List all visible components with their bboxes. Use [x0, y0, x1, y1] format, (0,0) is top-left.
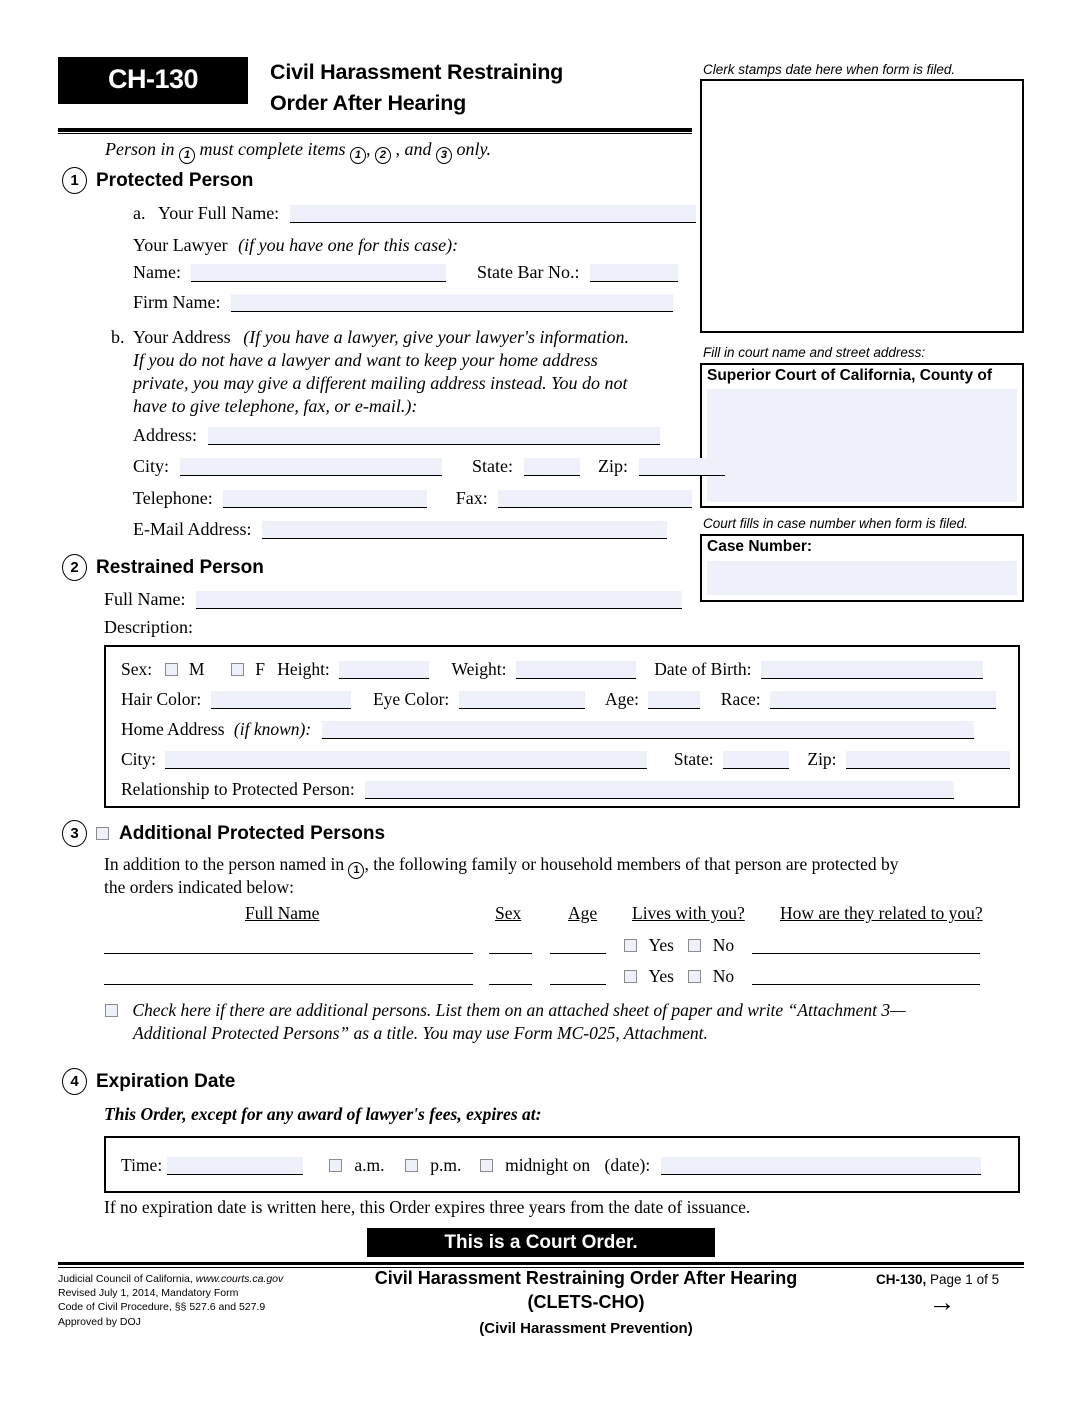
fax-input[interactable] [498, 490, 692, 508]
court-name-box[interactable] [700, 363, 1024, 508]
lawyer-row [133, 235, 458, 256]
footer-council-text: Judicial Council of California, [58, 1273, 196, 1285]
sex-female-label: F [255, 659, 265, 679]
inline-circle-1c: 1 [348, 862, 364, 879]
full-name-label: Your Full Name: [158, 203, 280, 223]
footer-approved: Approved by DOJ [58, 1315, 141, 1328]
case-number-input[interactable] [707, 561, 1017, 595]
email-label: E-Mail Address: [133, 519, 252, 539]
section-3-intro-post: , the following family or household members of that person are protected by [364, 854, 899, 874]
section-1-title: Protected Person [96, 169, 254, 191]
address-note-line1: (If you have a lawyer, give your lawyer's information. [243, 327, 629, 347]
midnight-label: midnight on [505, 1155, 591, 1175]
court-name-label: Superior Court of California, County of [707, 367, 993, 384]
table-row [104, 935, 980, 956]
expiration-note: If no expiration date is written here, this Order expires three years from the date of issuance. [104, 1197, 751, 1217]
lawyer-name-input[interactable] [191, 264, 446, 282]
lawyer-name-row [133, 262, 678, 283]
expiration-date-input[interactable] [661, 1157, 981, 1175]
am-checkbox[interactable] [329, 1159, 342, 1172]
lawyer-note: (if you have one for this case): [238, 235, 459, 255]
row1-age-input[interactable] [550, 939, 606, 954]
additional-persons-checkbox[interactable] [105, 1004, 118, 1017]
sex-male-label: M [188, 659, 205, 679]
attachment-note-row [105, 1000, 906, 1021]
section-3-intro-pre: In addition to the person named in [104, 854, 345, 874]
firm-name-row [133, 292, 673, 313]
restrained-city-state-zip-row [121, 749, 1010, 770]
inline-circle-2: 2 [375, 147, 391, 164]
footer-title-line2: (CLETS-CHO) [527, 1292, 645, 1312]
address-note-line3: private, you may give a different mailing address instead. You do not [133, 373, 628, 393]
height-input[interactable] [339, 661, 429, 679]
row2-age-input[interactable] [550, 970, 606, 985]
restrained-zip-input[interactable] [846, 751, 1010, 769]
zip-input[interactable] [639, 458, 725, 476]
lawyer-label: Your Lawyer [133, 235, 228, 255]
telephone-fax-row [133, 488, 692, 509]
address-heading-row [111, 327, 629, 348]
row1-yes-label: Yes [648, 935, 674, 955]
item-1b-marker: b. [111, 327, 125, 347]
row2-lives-no-checkbox[interactable] [688, 970, 701, 983]
instruction-mid2: , and [395, 139, 432, 159]
section-3-checkbox[interactable] [96, 827, 109, 840]
hair-eye-age-race-row [121, 689, 996, 710]
home-address-note: (if known): [233, 719, 312, 739]
row2-yes-label: Yes [648, 966, 674, 986]
telephone-input[interactable] [223, 490, 427, 508]
weight-input[interactable] [516, 661, 636, 679]
relationship-input[interactable] [365, 781, 954, 799]
row1-lives-no-checkbox[interactable] [688, 939, 701, 952]
section-3-title: Additional Protected Persons [119, 822, 386, 844]
column-header-sex: Sex [495, 903, 522, 923]
footer-council-line [58, 1272, 298, 1286]
age-input[interactable] [648, 691, 700, 709]
city-input[interactable] [180, 458, 442, 476]
completion-instruction: Person in 1 must complete items 1 , 2 , and 3 only. [105, 139, 491, 164]
instruction-mid1: must complete items [199, 139, 346, 159]
state-bar-label: State Bar No.: [476, 262, 580, 282]
form-code-badge: CH-130 [58, 57, 248, 104]
sex-height-weight-dob-row [121, 659, 983, 680]
row1-relation-input[interactable] [752, 939, 980, 954]
instruction-post: only. [456, 139, 491, 159]
footer-form-title [296, 1268, 876, 1337]
column-header-full-name: Full Name [245, 903, 320, 923]
relationship-row [121, 779, 954, 800]
section-3-intro-line2: the orders indicated below: [104, 877, 295, 897]
firm-name-input[interactable] [231, 294, 673, 312]
inline-circle-1b: 1 [350, 147, 366, 164]
dob-input[interactable] [761, 661, 983, 679]
address-row [133, 425, 660, 446]
row2-sex-input[interactable] [489, 970, 532, 985]
table-row [104, 966, 980, 987]
form-title-line1: Civil Harassment Restraining [270, 60, 564, 84]
inline-circle-1: 1 [179, 147, 195, 164]
restrained-city-label: City: [121, 749, 157, 769]
am-label: a.m. [354, 1155, 385, 1175]
row2-no-label: No [712, 966, 735, 986]
footer-title-line1: Civil Harassment Restraining Order After Hearing [374, 1268, 798, 1288]
sex-male-checkbox[interactable] [165, 663, 178, 676]
pm-checkbox[interactable] [405, 1159, 418, 1172]
footer-page-line [876, 1272, 1026, 1287]
sex-label: Sex: [121, 659, 153, 679]
row2-lives-yes-checkbox[interactable] [624, 970, 637, 983]
clerk-stamp-caption: Clerk stamps date here when form is filed. [703, 62, 956, 77]
address-heading: Your Address [133, 327, 231, 347]
city-state-zip-row [133, 456, 725, 477]
state-bar-input[interactable] [590, 264, 678, 282]
weight-label: Weight: [451, 659, 507, 679]
column-header-relation: How are they related to you? [780, 903, 983, 923]
race-label: Race: [720, 689, 761, 709]
email-input[interactable] [262, 521, 667, 539]
restrained-state-input[interactable] [723, 751, 789, 769]
address-note-line4: have to give telephone, fax, or e-mail.): [133, 396, 418, 416]
section-3-intro-line1 [104, 854, 899, 879]
footer-legal-citations [58, 1272, 298, 1329]
pm-label: p.m. [430, 1155, 462, 1175]
instruction-pre: Person in [105, 139, 175, 159]
row1-full-name-input[interactable] [104, 939, 473, 954]
section-3-heading [62, 820, 385, 847]
section-1-number: 1 [62, 167, 87, 194]
item-1a-marker: a. [133, 203, 146, 223]
state-label: State: [472, 456, 514, 476]
court-name-input[interactable] [707, 389, 1017, 502]
court-order-banner: This is a Court Order. [367, 1228, 715, 1257]
fax-label: Fax: [455, 488, 488, 508]
relationship-label: Relationship to Protected Person: [121, 779, 355, 799]
eye-color-label: Eye Color: [372, 689, 450, 709]
restrained-name-input[interactable] [196, 591, 682, 609]
section-1-heading [62, 167, 253, 194]
row1-sex-input[interactable] [489, 939, 532, 954]
section-4-title: Expiration Date [96, 1070, 236, 1092]
form-title [270, 57, 563, 118]
lawyer-name-label: Name: [133, 262, 181, 282]
age-label: Age: [605, 689, 640, 709]
address-input[interactable] [208, 427, 660, 445]
row1-lives-yes-checkbox[interactable] [624, 939, 637, 952]
time-label: Time: [121, 1155, 163, 1175]
row1-no-label: No [712, 935, 735, 955]
inline-circle-3: 3 [436, 147, 452, 164]
header-divider [58, 128, 692, 134]
restrained-name-row [104, 589, 682, 610]
footer-divider [58, 1262, 1024, 1268]
date-label: (date): [604, 1155, 651, 1175]
address-note-line2: If you do not have a lawyer and want to keep your home address [133, 350, 598, 370]
dob-label: Date of Birth: [654, 659, 752, 679]
form-title-line2: Order After Hearing [270, 90, 467, 115]
email-row [133, 519, 667, 540]
full-name-input[interactable] [290, 205, 696, 223]
footer-form-code: CH-130, [876, 1272, 927, 1287]
section-4-heading [62, 1068, 235, 1095]
case-number-box[interactable] [700, 534, 1024, 602]
telephone-label: Telephone: [133, 488, 213, 508]
midnight-checkbox[interactable] [480, 1159, 493, 1172]
restrained-zip-label: Zip: [807, 749, 837, 769]
race-input[interactable] [770, 691, 996, 709]
attachment-note-line2: Additional Protected Persons” as a title. You may use Form MC-025, Attachment. [133, 1023, 708, 1043]
court-name-caption: Fill in court name and street address: [703, 345, 926, 360]
section-3-number: 3 [62, 820, 87, 847]
section-2-title: Restrained Person [96, 556, 264, 578]
city-label: City: [133, 456, 170, 476]
eye-color-input[interactable] [459, 691, 585, 709]
case-number-caption: Court fills in case number when form is filed. [703, 516, 968, 531]
next-page-arrow-icon: → [928, 1287, 956, 1317]
restrained-description-box [104, 645, 1020, 808]
form-header [58, 57, 690, 118]
section-4-number: 4 [62, 1068, 87, 1095]
restrained-state-label: State: [673, 749, 714, 769]
restrained-city-input[interactable] [165, 751, 647, 769]
footer-revised: Revised July 1, 2014, Mandatory Form [58, 1287, 239, 1300]
restrained-name-label: Full Name: [104, 589, 186, 609]
state-input[interactable] [524, 458, 580, 476]
case-number-label: Case Number: [707, 538, 813, 555]
address-label: Address: [133, 425, 197, 445]
zip-label: Zip: [598, 456, 629, 476]
home-address-row [121, 719, 974, 740]
footer-code: Code of Civil Procedure, §§ 527.6 and 527.9 [58, 1301, 266, 1314]
column-header-age: Age [568, 903, 598, 923]
height-label: Height: [277, 659, 330, 679]
footer-title-line3: (Civil Harassment Prevention) [479, 1320, 693, 1337]
row2-relation-input[interactable] [752, 970, 980, 985]
home-address-label: Home Address [121, 719, 225, 739]
full-name-row [133, 203, 696, 224]
clerk-stamp-box[interactable] [700, 79, 1024, 333]
row2-full-name-input[interactable] [104, 970, 473, 985]
footer-website: www.courts.ca.gov [195, 1273, 284, 1285]
attachment-note-line1: Check here if there are additional persons. List them on an attached sheet of paper and write “Attachment 3— [132, 1000, 906, 1020]
section-2-heading [62, 554, 264, 581]
hair-color-label: Hair Color: [121, 689, 202, 709]
description-label: Description: [104, 617, 193, 637]
home-address-input[interactable] [322, 721, 974, 739]
time-input[interactable] [167, 1157, 303, 1175]
section-4-subheading: This Order, except for any award of lawyer's fees, expires at: [104, 1104, 542, 1124]
section-2-number: 2 [62, 554, 87, 581]
firm-name-label: Firm Name: [133, 292, 221, 312]
expiration-box [104, 1136, 1020, 1193]
hair-color-input[interactable] [211, 691, 351, 709]
column-header-lives-with-you: Lives with you? [632, 903, 745, 923]
expiration-row [121, 1155, 981, 1176]
sex-female-checkbox[interactable] [231, 663, 244, 676]
footer-page-info [876, 1272, 1026, 1316]
footer-page-number: Page 1 of 5 [926, 1272, 1000, 1287]
